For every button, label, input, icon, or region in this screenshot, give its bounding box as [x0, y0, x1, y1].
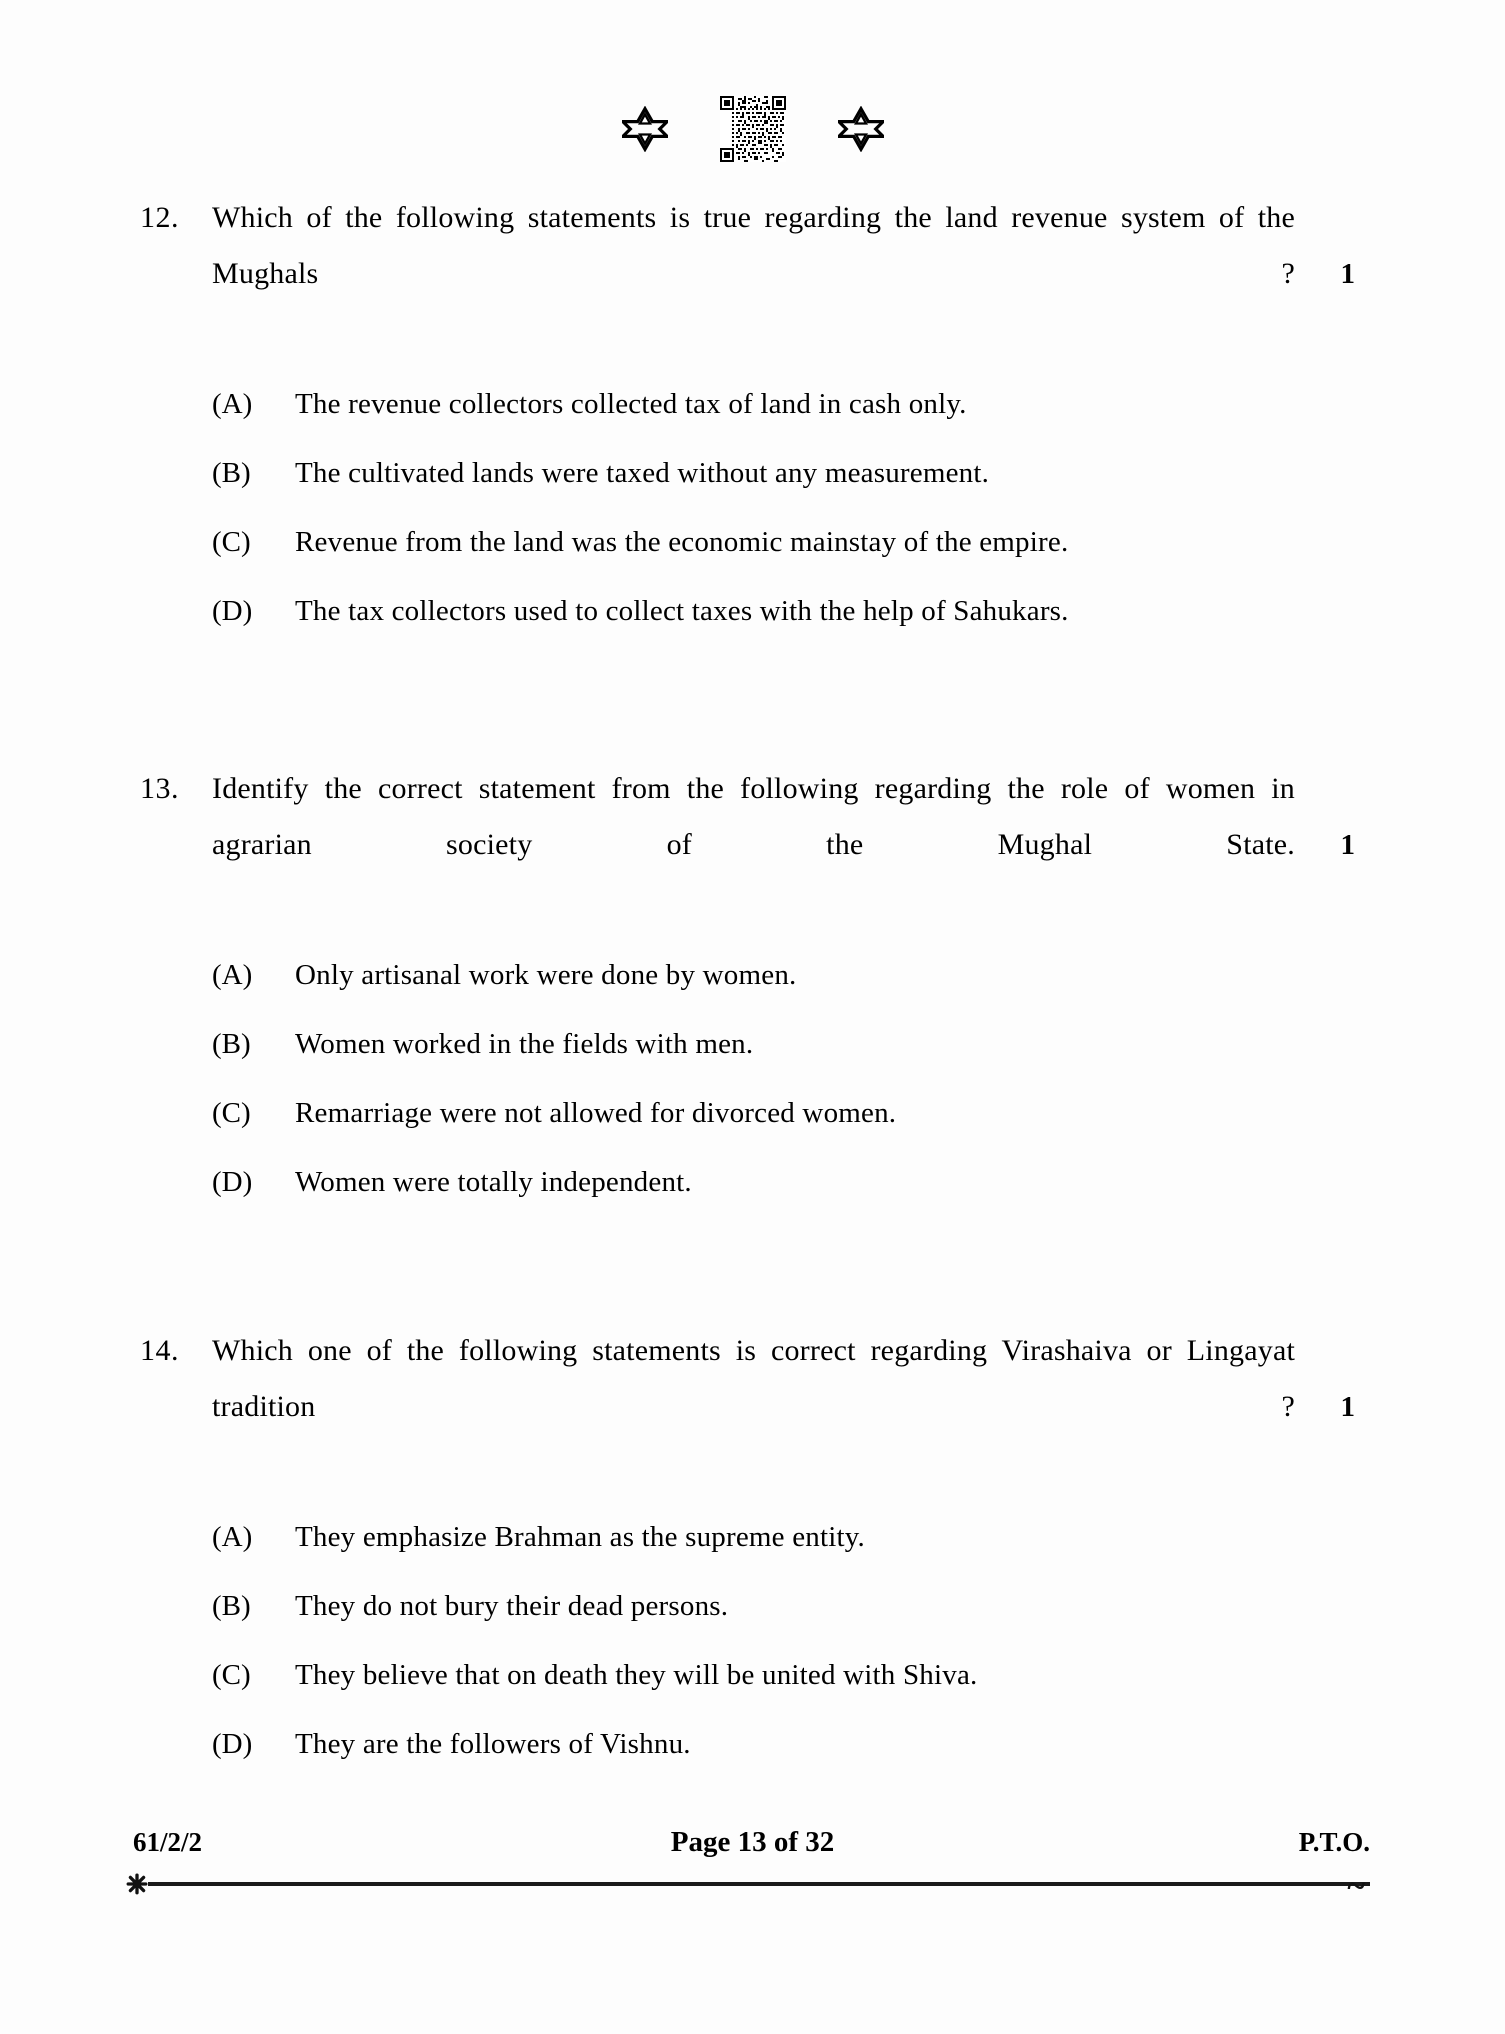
- option-letter: (A): [212, 959, 253, 991]
- option-text: They believe that on death they will be united with Shiva.: [295, 1659, 978, 1691]
- question-number: 13.: [140, 772, 179, 805]
- six-pointed-star-icon: [838, 106, 884, 152]
- option-item[interactable]: [0, 1582, 1505, 1651]
- question-block: [0, 190, 1505, 656]
- option-text: They do not bury their dead persons.: [295, 1590, 729, 1622]
- option-item[interactable]: [0, 951, 1505, 1020]
- horizontal-rule: [148, 1882, 1370, 1886]
- six-pointed-star-icon: [622, 106, 668, 152]
- option-item[interactable]: [0, 1513, 1505, 1582]
- option-text: The revenue collectors collected tax of land in cash only.: [295, 388, 967, 420]
- option-letter: (B): [212, 1028, 251, 1060]
- paper-code: 61/2/2: [133, 1827, 203, 1857]
- option-text: Revenue from the land was the economic mainstay of the empire.: [295, 526, 1069, 558]
- option-item[interactable]: [0, 1089, 1505, 1158]
- option-text: Women were totally independent.: [295, 1166, 692, 1198]
- option-letter: (B): [212, 457, 251, 489]
- footer-rule: [0, 1878, 1505, 1898]
- qr-code: [720, 96, 786, 162]
- page-number: Page 13 of 32: [670, 1826, 835, 1858]
- option-text: The tax collectors used to collect taxes with the help of Sahukars.: [295, 595, 1069, 627]
- page-header: [0, 96, 1505, 162]
- option-letter: (A): [212, 388, 253, 420]
- question-block: [0, 761, 1505, 1227]
- option-item[interactable]: [0, 1720, 1505, 1789]
- option-item[interactable]: [0, 518, 1505, 587]
- footer-row: [0, 1822, 1505, 1866]
- question-marks: 1: [1340, 1391, 1355, 1423]
- option-list: [0, 380, 1505, 656]
- question-text: Which one of the following statements is correct regarding Virashaiva or Lingayat tradition ?: [212, 1334, 1295, 1423]
- question-text: Identify the correct statement from the following regarding the role of women in agrarian society of the Mughal State.: [212, 772, 1295, 861]
- option-text: Remarriage were not allowed for divorced women.: [295, 1097, 897, 1129]
- option-text: The cultivated lands were taxed without any measurement.: [295, 457, 990, 489]
- option-item[interactable]: [0, 1651, 1505, 1720]
- option-letter: (B): [212, 1590, 251, 1622]
- question-marks: 1: [1340, 829, 1355, 861]
- option-item[interactable]: [0, 1158, 1505, 1227]
- option-letter: (C): [212, 1659, 251, 1691]
- option-text: They emphasize Brahman as the supreme entity.: [295, 1521, 866, 1553]
- option-item[interactable]: [0, 1020, 1505, 1089]
- option-letter: (C): [212, 1097, 251, 1129]
- option-item[interactable]: [0, 449, 1505, 518]
- option-letter: (D): [212, 595, 253, 627]
- page-footer: [0, 1822, 1505, 1905]
- option-list: [0, 1513, 1505, 1789]
- option-letter: (C): [212, 526, 251, 558]
- question-block: [0, 1323, 1505, 1789]
- option-item[interactable]: [0, 380, 1505, 449]
- question-marks: 1: [1340, 258, 1355, 290]
- question-text: Which of the following statements is true regarding the land revenue system of the Mughals ?: [212, 201, 1295, 290]
- option-letter: (A): [212, 1521, 253, 1553]
- pto-label: P.T.O.: [1298, 1827, 1370, 1857]
- option-list: [0, 951, 1505, 1227]
- question-number: 12.: [140, 201, 179, 234]
- question-heading: [0, 1323, 1505, 1491]
- option-text: Women worked in the fields with men.: [295, 1028, 754, 1060]
- question-number: 14.: [140, 1334, 179, 1367]
- question-heading: [0, 761, 1505, 929]
- option-letter: (D): [212, 1728, 253, 1760]
- option-item[interactable]: [0, 587, 1505, 656]
- option-letter: (D): [212, 1166, 253, 1198]
- option-text: They are the followers of Vishnu.: [295, 1728, 691, 1760]
- option-text: Only artisanal work were done by women.: [295, 959, 797, 991]
- question-heading: [0, 190, 1505, 358]
- corner-tilde-mark: ~: [1347, 1868, 1365, 1905]
- asterisk-mark-icon: [126, 1873, 148, 1895]
